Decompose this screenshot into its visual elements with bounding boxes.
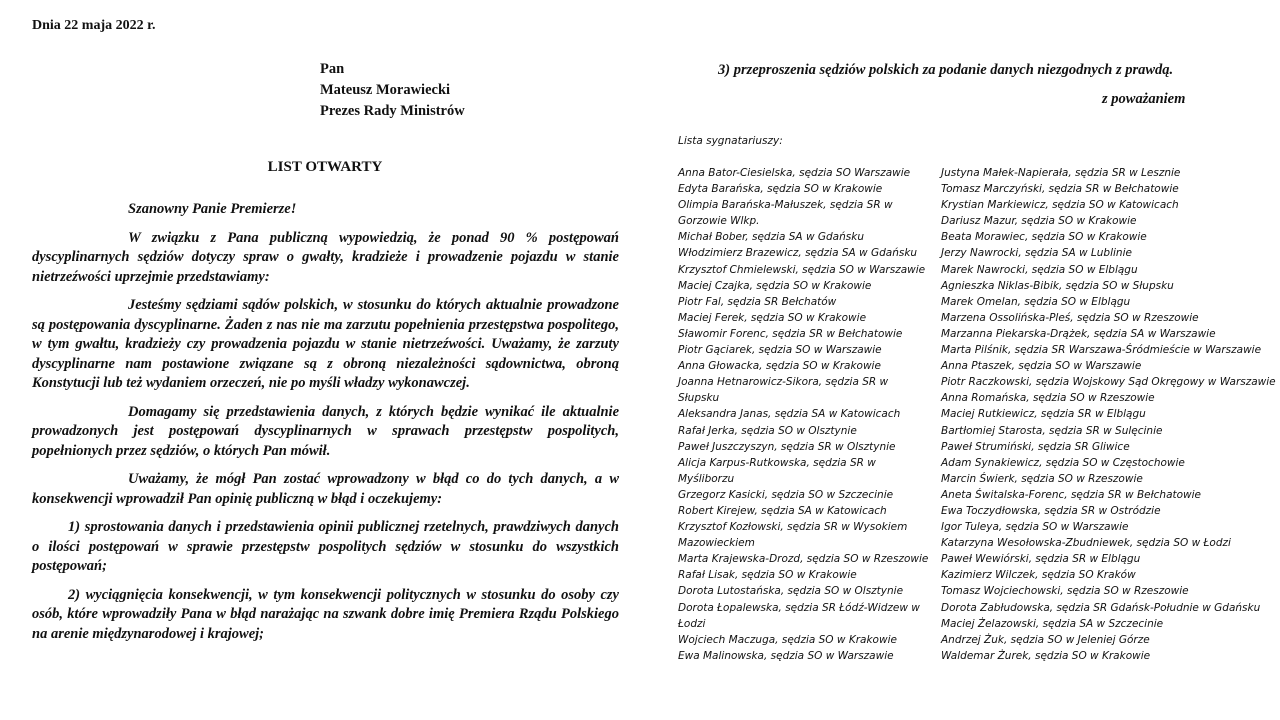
letter-paragraph: Domagamy się przedstawienia danych, z których będzie wynikać ile aktualnie prowadzonych jest postępowań dyscyplinarnych w sprawach przestępstw pospolitych, popełnionych przez sędziów, o których Pan mówił. (32, 403, 619, 459)
demand-item: 1) sprostowania danych i przedstawienia opinii publicznej rzetelnych, prawdziwych danych o ilości postępowań w sprawie przestępstw pospolitych sędziów w stosunku do wszystkich postępowań; (32, 519, 619, 574)
signatory-item: Agnieszka Niklas-Bibik, sędzia SO w Słupsku (941, 279, 1174, 292)
signatory-item: Rafał Lisak, sędzia SO w Krakowie (678, 569, 857, 582)
signatory-item: Paweł Strumiński, sędzia SR Gliwice (941, 440, 1130, 453)
signatory-item: Adam Synakiewicz, sędzia SO w Częstochowie (941, 456, 1185, 469)
letter-title: LIST OTWARTY (267, 159, 383, 175)
signatory-item: Igor Tuleya, sędzia SO w Warszawie (941, 521, 1129, 534)
signatory-item: Piotr Raczkowski, sędzia Wojskowy Sąd Okręgowy w Warszawie (941, 376, 1276, 389)
signatory-item: Kazimierz Wilczek, sędzia SO Kraków (941, 569, 1136, 582)
signatory-item: Ewa Toczydłowska, sędzia SR w Ostródzie (941, 504, 1161, 517)
signatory-item: Maciej Czajka, sędzia SO w Krakowie (678, 279, 872, 292)
signatory-item: Marta Krajewska-Drozd, sędzia SO w Rzeszowie (678, 553, 929, 566)
signatory-item: Marzanna Piekarska-Drążek, sędzia SA w Warszawie (941, 327, 1216, 340)
addressee-salutation: Pan (320, 61, 345, 77)
signatory-item: Anna Ptaszek, sędzia SO w Warszawie (941, 360, 1142, 373)
signatories-column-1 (678, 165, 930, 664)
signatory-item: Krzysztof Kozłowski, sędzia SR w Wysokiem Mazowieckiem (678, 521, 908, 550)
signatory-item: Maciej Rutkiewicz, sędzia SR w Elblągu (941, 408, 1146, 421)
letter-greeting: Szanowny Panie Premierze! (128, 201, 297, 217)
signatory-item: Marcin Świerk, sędzia SO w Rzeszowie (941, 472, 1143, 485)
signatory-item: Dorota Zabłudowska, sędzia SR Gdańsk-Południe w Gdańsku (941, 601, 1261, 614)
signatory-item: Aneta Świtalska-Forenc, sędzia SR w Bełchatowie (941, 488, 1202, 501)
signatory-item: Beata Morawiec, sędzia SO w Krakowie (941, 231, 1147, 244)
signatory-item: Piotr Fal, sędzia SR Bełchatów (678, 295, 837, 308)
signatory-item: Rafał Jerka, sędzia SO w Olsztynie (678, 424, 857, 437)
signatory-item: Sławomir Forenc, sędzia SR w Bełchatowie (678, 327, 903, 340)
signatory-item: Piotr Gąciarek, sędzia SO w Warszawie (678, 344, 882, 357)
signatories-label: Lista sygnatariuszy: (678, 135, 783, 147)
signatory-item: Maciej Ferek, sędzia SO w Krakowie (678, 311, 867, 324)
signatory-item: Marta Pilśnik, sędzia SR Warszawa-Śródmieście w Warszawie (941, 344, 1262, 357)
signatory-item: Anna Głowacka, sędzia SO w Krakowie (678, 360, 881, 373)
signatory-item: Dorota Łopalewska, sędzia SR Łódź-Widzew w Łodzi (678, 601, 920, 630)
signatory-item: Edyta Barańska, sędzia SO w Krakowie (678, 183, 883, 196)
signatory-item: Ewa Malinowska, sędzia SO w Warszawie (678, 649, 894, 662)
signatory-item: Michał Bober, sędzia SA w Gdańsku (678, 231, 864, 244)
signatory-item: Robert Kirejew, sędzia SA w Katowicach (678, 504, 887, 517)
signatory-item: Marek Omelan, sędzia SO w Elblągu (941, 295, 1131, 308)
letter-closing: z poważaniem (1102, 91, 1186, 107)
signatory-item: Krystian Markiewicz, sędzia SO w Katowicach (941, 199, 1179, 212)
signatory-item: Maciej Żelazowski, sędzia SA w Szczecinie (941, 617, 1164, 630)
demand-item: 3) przeproszenia sędziów polskich za podanie danych niezgodnych z prawdą. (718, 62, 1174, 78)
letter-paragraph: Jesteśmy sędziami sądów polskich, w stosunku do których aktualnie prowadzone są postępowania dyscyplinarne. Żaden z nas nie ma zarzutu popełnienia przestępstwa pospolitego, w tym gwałtu, kradzieży czy prowadzenia pojazdu w stanie nietrzeźwości. Uważamy, że zarzuty dyscyplinarne nam postawione związane są z obroną niezależności sądownictwa, obroną Konstytucji lub też wydaniem orzeczeń, nie po myśli władzy wykonawczej. (32, 297, 619, 391)
letter-paragraph: Uważamy, że mógł Pan zostać wprowadzony w błąd co do tych danych, a w konsekwencji wprowadził Pan opinię publiczną w błąd i oczekujemy: (32, 471, 619, 507)
signatory-item: Bartłomiej Starosta, sędzia SR w Sulęcinie (941, 424, 1163, 437)
signatory-item: Justyna Małek-Napierała, sędzia SR w Lesznie (941, 167, 1181, 179)
letter-body (32, 200, 619, 653)
letter-date: Dnia 22 maja 2022 r. (32, 18, 156, 33)
signatory-item: Alicja Karpus-Rutkowska, sędzia SR w Myśliborzu (678, 456, 876, 485)
signatory-item: Anna Romańska, sędzia SO w Rzeszowie (941, 392, 1155, 405)
signatory-item: Włodzimierz Brazewicz, sędzia SA w Gdańsku (678, 247, 918, 260)
signatory-item: Paweł Wewiórski, sędzia SR w Elblągu (941, 553, 1141, 566)
signatory-item: Grzegorz Kasicki, sędzia SO w Szczecinie (678, 488, 894, 501)
addressee-block (320, 59, 465, 122)
signatory-item: Aleksandra Janas, sędzia SA w Katowicach (678, 408, 901, 421)
letter-paragraph: W związku z Pana publiczną wypowiedzią, że ponad 90 % postępowań dyscyplinarnych sędziów dotyczy spraw o gwałty, kradzieże i prowadzenie pojazdu w stanie nietrzeźwości uprzejmie przedstawiamy: (32, 229, 619, 285)
signatory-item: Dariusz Mazur, sędzia SO w Krakowie (941, 215, 1137, 228)
addressee-position: Prezes Rady Ministrów (320, 103, 465, 119)
signatory-item: Waldemar Żurek, sędzia SO w Krakowie (941, 649, 1151, 662)
signatory-item: Tomasz Wojciechowski, sędzia SO w Rzeszowie (941, 585, 1189, 598)
signatory-item: Anna Bator-Ciesielska, sędzia SO Warszawie (678, 167, 911, 179)
signatory-item: Andrzej Żuk, sędzia SO w Jeleniej Górze (941, 633, 1150, 646)
signatory-item: Tomasz Marczyński, sędzia SR w Bełchatowie (941, 183, 1179, 196)
signatory-item: Olimpia Barańska-Małuszek, sędzia SR w Gorzowie Wlkp. (678, 199, 893, 228)
demand-item: 2) wyciągnięcia konsekwencji, w tym konsekwencji politycznych w stosunku do osoby czy osób, które wprowadziły Pana w błąd narażając na szwank dobre imię Premiera Rządu Polskiego na arenie międzynarodowej i krajowej; (32, 586, 619, 642)
signatory-item: Marek Nawrocki, sędzia SO w Elblągu (941, 263, 1138, 276)
signatory-item: Dorota Lutostańska, sędzia SO w Olsztynie (678, 585, 904, 598)
signatory-item: Marzena Ossolińska-Pleś, sędzia SO w Rzeszowie (941, 311, 1199, 324)
signatory-item: Wojciech Maczuga, sędzia SO w Krakowie (678, 633, 897, 646)
signatory-item: Krzysztof Chmielewski, sędzia SO w Warszawie (678, 263, 926, 276)
signatories-column-2 (941, 165, 1276, 664)
signatory-item: Paweł Juszczyszyn, sędzia SR w Olsztynie (678, 440, 896, 453)
signatory-item: Joanna Hetnarowicz-Sikora, sędzia SR w Słupsku (678, 376, 889, 405)
signatory-item: Katarzyna Wesołowska-Zbudniewek, sędzia SO w Łodzi (941, 537, 1231, 550)
addressee-name: Mateusz Morawiecki (320, 82, 451, 98)
signatory-item: Jerzy Nawrocki, sędzia SA w Lublinie (941, 247, 1132, 260)
